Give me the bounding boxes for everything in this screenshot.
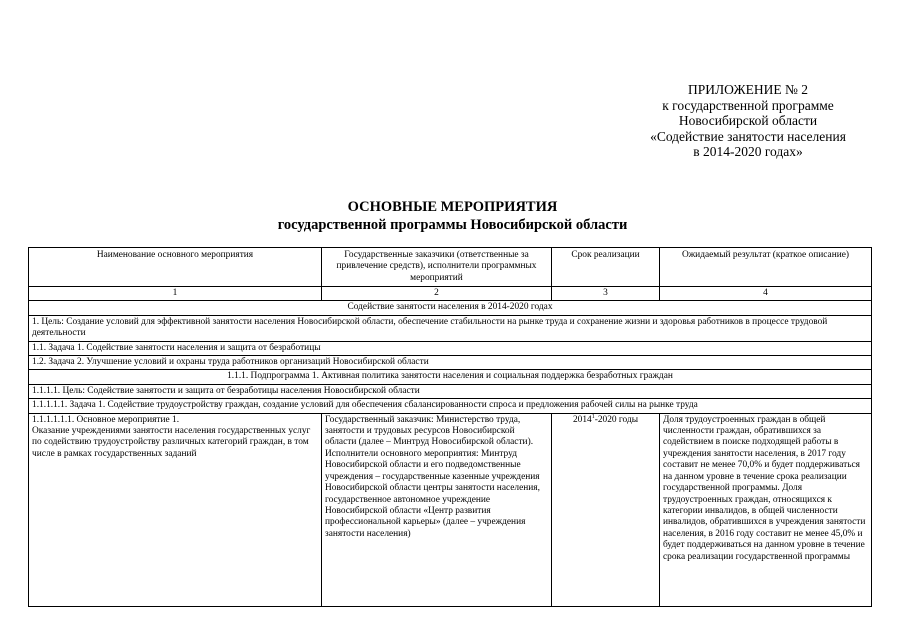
section-row	[29, 301, 872, 315]
appendix-line-5: в 2014-2020 годах»	[693, 144, 803, 159]
task-2: 1.2. Задача 2. Улучшение условий и охраны труда работников организаций Новосибирской области	[29, 356, 872, 370]
subprogram-title: 1.1.1. Подпрограмма 1. Активная политика занятости населения и социальная поддержка безработных граждан	[29, 370, 872, 384]
appendix-line-4: «Содействие занятости населения	[650, 128, 846, 144]
measure-customers-cell	[322, 413, 552, 606]
header-row	[29, 248, 872, 287]
header-customers: Государственные заказчики (ответственные за привлечение средств), исполнители программных мероприятий	[322, 248, 552, 287]
period-start: 2014	[572, 414, 592, 425]
measure-row	[29, 413, 872, 606]
goal-1: 1. Цель: Создание условий для эффективной занятости населения Новосибирской области, обеспечение стабильности на рынке труда и сохранение жизни и здоровья работников в процессе трудовой деятельности	[29, 315, 872, 341]
period-footnote: 1	[591, 413, 595, 420]
measure-result-cell: Доля трудоустроенных граждан в общей численности граждан, обратившихся за содействием в поиске подходящей работы в учреждения занятости населения, в 2017 году составит не менее 70,0% и будет поддерживаться на данном уровне в течение срока реализации государственной программы. Доля трудоустроенных граждан, относящихся к категории инвалидов, в общей численности инвалидов, обратившихся в учреждения занятости населения, в 2016 году составит не менее 45,0% и будет поддерживаться на данном уровне в течение срока реализации государственной программы	[660, 413, 872, 606]
col-number-1: 1	[29, 287, 322, 301]
measure-name-cell	[29, 413, 322, 606]
subprogram-row	[29, 370, 872, 384]
section-title: Содействие занятости населения в 2014-2020 годах	[29, 301, 872, 315]
measure-title: 1.1.1.1.1.1. Основное мероприятие 1.	[32, 414, 180, 425]
title-line-2: государственной программы Новосибирской области	[277, 217, 628, 233]
sub-task: 1.1.1.1.1. Задача 1. Содействие трудоустройству граждан, создание условий для обеспечения сбалансированности спроса и предложения рабочей силы на рынке труда	[29, 399, 872, 413]
measure-description: Оказание учреждениями занятости населения государственных услуг по содействию трудоустройству различных категорий граждан, в том числе в рамках государственных заданий	[32, 426, 311, 459]
period-end: -2020 годы	[594, 414, 639, 425]
measures-table	[28, 247, 872, 607]
header-result: Ожидаемый результат (краткое описание)	[660, 248, 872, 287]
title-line-1: ОСНОВНЫЕ МЕРОПРИЯТИЯ	[347, 199, 558, 215]
col-number-3: 3	[552, 287, 660, 301]
appendix-line-3: Новосибирской области	[678, 113, 818, 128]
col-number-4: 4	[660, 287, 872, 301]
task-row	[29, 356, 872, 370]
measure-period-cell	[552, 413, 660, 606]
appendix-line-2: к государственной программе	[662, 97, 834, 113]
appendix-line-1: ПРИЛОЖЕНИЕ № 2	[687, 82, 809, 97]
goal-row	[29, 315, 872, 341]
task-1: 1.1. Задача 1. Содействие занятости населения и защита от безработицы	[29, 341, 872, 355]
header-period: Срок реализации	[552, 248, 660, 287]
measure-executors: Исполнители основного мероприятия: Минтруд Новосибирской области и его подведомственные учреждения – государственные казенные учреждения Новосибирской области центры занятости населения, государственное автономное учреждение Новосибирской области «Центр развития профессиональной карьеры» (далее – учреждения занятости населения)	[325, 448, 540, 539]
sub-goal: 1.1.1.1. Цель: Содействие занятости и защита от безработицы населения Новосибирской области	[29, 384, 872, 398]
col-number-2: 2	[322, 287, 552, 301]
appendix-block	[600, 82, 896, 160]
document-title	[0, 198, 905, 234]
sub-task-row	[29, 399, 872, 413]
header-name: Наименование основного мероприятия	[29, 248, 322, 287]
task-row	[29, 341, 872, 355]
column-number-row	[29, 287, 872, 301]
sub-goal-row	[29, 384, 872, 398]
measure-customer: Государственный заказчик: Министерство труда, занятости и трудовых ресурсов Новосибирской области (далее – Минтруд Новосибирской области).	[325, 414, 534, 448]
